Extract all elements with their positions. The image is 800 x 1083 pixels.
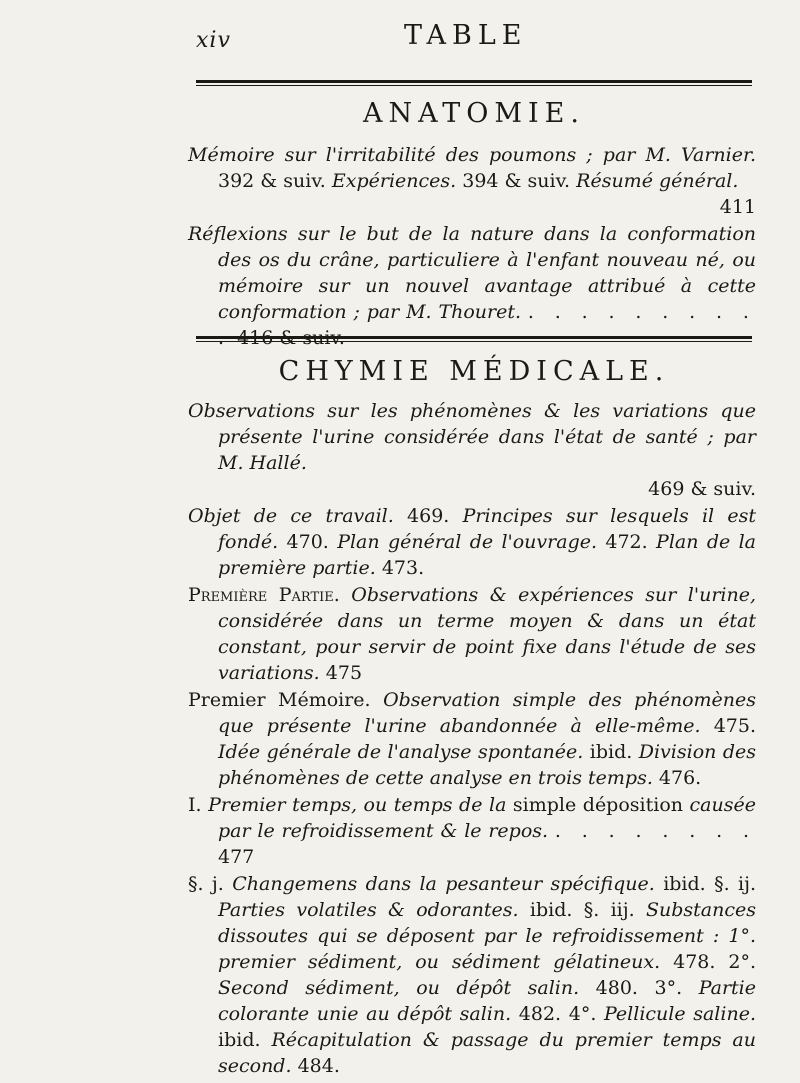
leader-dots: . . . . . . . . . . [218,301,756,349]
section-title-anatomie: ANATOMIE. [363,98,585,129]
page-ref: 477 [218,846,255,868]
running-head: TABLE [404,20,528,51]
chymie-entries [188,398,756,1080]
anatomie-entries [188,142,756,352]
page-ref: 416 & suiv. [237,327,345,349]
section-title-chymie: CHYMIE MÉDICALE. [278,356,670,387]
entry-premier-memoire: Premier Mémoire. Observation simple des phénomènes que présente l'urine abandonnée à elle-même. 475. Idée générale de l'analyse spontanée. ibid. Division des phénomènes de cette analyse en trois temps. 476. [188,689,757,789]
entry-observations-urine: Observations sur les phénomènes & les variations que présente l'urine considérée dans l'état de santé ; par M. Hallé. 469 & suiv. [188,400,756,500]
entry-premier-temps: I. Premier temps, ou temps de la simple déposition causée par le refroidissement & le repos. . . . . . . . . 477 [188,794,756,868]
page-ref: 475 [325,662,363,684]
page-ref: 411 [719,196,756,218]
section-rule [196,336,752,339]
page-ref: 469 & suiv. [648,478,756,500]
leader-dots: . . . . . . . . [554,820,756,842]
top-rule [196,80,752,83]
entry-objet-travail: Objet de ce travail. 469. Principes sur lesquels il est fondé. 470. Plan général de l'ouvrage. 472. Plan de la première partie. 473. [188,505,756,579]
entry-premiere-partie: Première Partie. Observations & expériences sur l'urine, considérée dans un terme moyen & dans un état constant, pour servir de point fixe dans l'étude de ses variations. 475 [188,584,756,684]
entry-memoire-irritabilite: Mémoire sur l'irritabilité des poumons ; par M. Varnier. 392 & suiv. Expériences. 394 & suiv. Résumé général. 411 [188,144,756,218]
folio-number: xiv [196,28,231,53]
entry-reflexions-crane: Réflexions sur le but de la nature dans la conformation des os du crâne, particuliere à l'enfant nouveau né, ou mémoire sur un nouvel avantage attribué à cette conformation ; par M. Thouret. . . . . . . . . . . 416 & suiv. [188,223,756,349]
entry-paragraphs: §. j. Changemens dans la pesanteur spécifique. ibid. §. ij. Parties volatiles & odorantes. ibid. §. iij. Substances dissoutes qui se déposent par le refroidissement : 1°. premier sédiment, ou sédiment gélatineux. 478. 2°. Second sédiment, ou dépôt salin. 480. 3°. Partie colorante unie au dépôt salin. 482. 4°. Pellicule saline. ibid. Récapitulation & passage du premier temps au second. 484. [188,873,757,1077]
